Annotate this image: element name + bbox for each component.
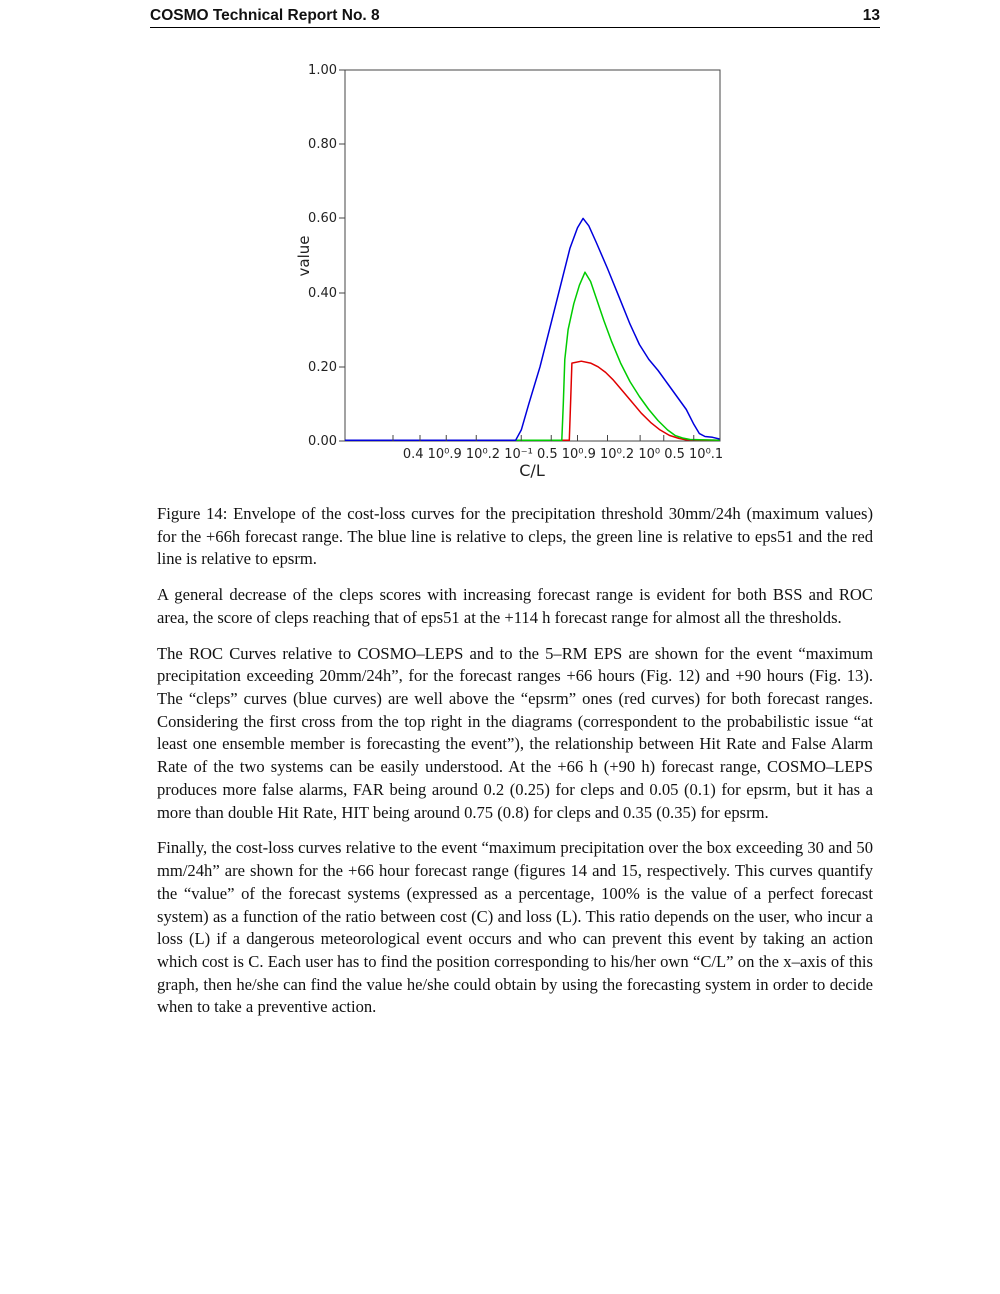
series-epsrm-line — [345, 361, 720, 440]
paragraph-3: Finally, the cost-loss curves relative to the event “maximum precipitation over the box exceeding 30 and 50 mm/24h” are shown for the +66 hour forecast range (figures 14 and 15, respectively. This curves quantify the “value” of the forecast systems (expressed as a percentage, 100% is the value of a perfect forecast system) as a function of the ratio between cost (C) and loss (L). This ratio depends on the user, who incur a loss (L) if a dangerous meteorological event occurs and who can prevent this event by taking an action which cost is C. Each user has to find the position corresponding to his/her own “C/L” on the x–axis of this graph, then he/she can find the value he/she could obtain by using the forecasting system in order to decide when to take a preventive action. — [157, 838, 873, 1017]
page-number: 13 — [862, 7, 880, 24]
y-tick-label: 0.00 — [308, 434, 337, 449]
y-tick-label: 0.40 — [308, 286, 337, 301]
y-tick-label: 0.80 — [308, 137, 337, 152]
y-tick-label: 1.00 — [308, 63, 337, 78]
series-cleps-line — [345, 218, 720, 440]
y-tick-label: 0.20 — [308, 360, 337, 375]
plot-area-border — [345, 70, 720, 441]
paragraph-1: A general decrease of the cleps scores with increasing forecast range is evident for both BSS and ROC area, the score of cleps reaching that of eps51 at the +114 h forecast range for almost all the thresholds. — [157, 585, 873, 627]
report-title: COSMO Technical Report No. 8 — [150, 7, 380, 24]
cost-loss-chart — [295, 58, 735, 488]
paragraph-2: The ROC Curves relative to COSMO–LEPS and to the 5–RM EPS are shown for the event “maximum precipitation exceeding 20mm/24h”, for the forecast ranges +66 hours (Fig. 12) and +90 hours (Fig. 13). The “cleps” curves (blue curves) are well above the “epsrm” ones (red curves) for both forecast ranges. Considering the first cross from the top right in the diagrams (correspondent to the probabilistic issue “at least one ensemble member is forecasting the event”), the relationship between Hit Rate and False Alarm Rate of the two systems can be easily understood. At the +66 h (+90 h) forecast range, COSMO–LEPS produces more false alarms, FAR being around 0.2 (0.25) for cleps and 0.05 (0.1) for epsrm, but it has a more than double Hit Rate, HIT being around 0.75 (0.8) for cleps and 0.35 (0.35) for epsrm. — [157, 643, 873, 822]
figure-caption: Figure 14: Envelope of the cost-loss curves for the precipitation threshold 30mm/24h (maximum values) for the +66h forecast range. The blue line is relative to cleps, the green line is relative to eps51 and the red line is relative to epsrm. — [157, 504, 873, 569]
x-axis-label: C/L — [519, 461, 545, 480]
text-column — [157, 503, 873, 1032]
series-eps51-line — [345, 272, 720, 440]
y-axis-label: value — [295, 235, 313, 277]
page-header — [150, 7, 880, 25]
header-rule — [150, 27, 880, 28]
series-group — [345, 218, 720, 440]
y-tick-label: 0.60 — [308, 211, 337, 226]
figure-14-chart — [295, 58, 735, 488]
x-tick-label-row: 0.4 10⁰.9 10⁰.2 10⁻¹ 0.5 10⁰.9 10⁰.2 10⁰ 0.5 10⁰.1 — [402, 447, 724, 462]
